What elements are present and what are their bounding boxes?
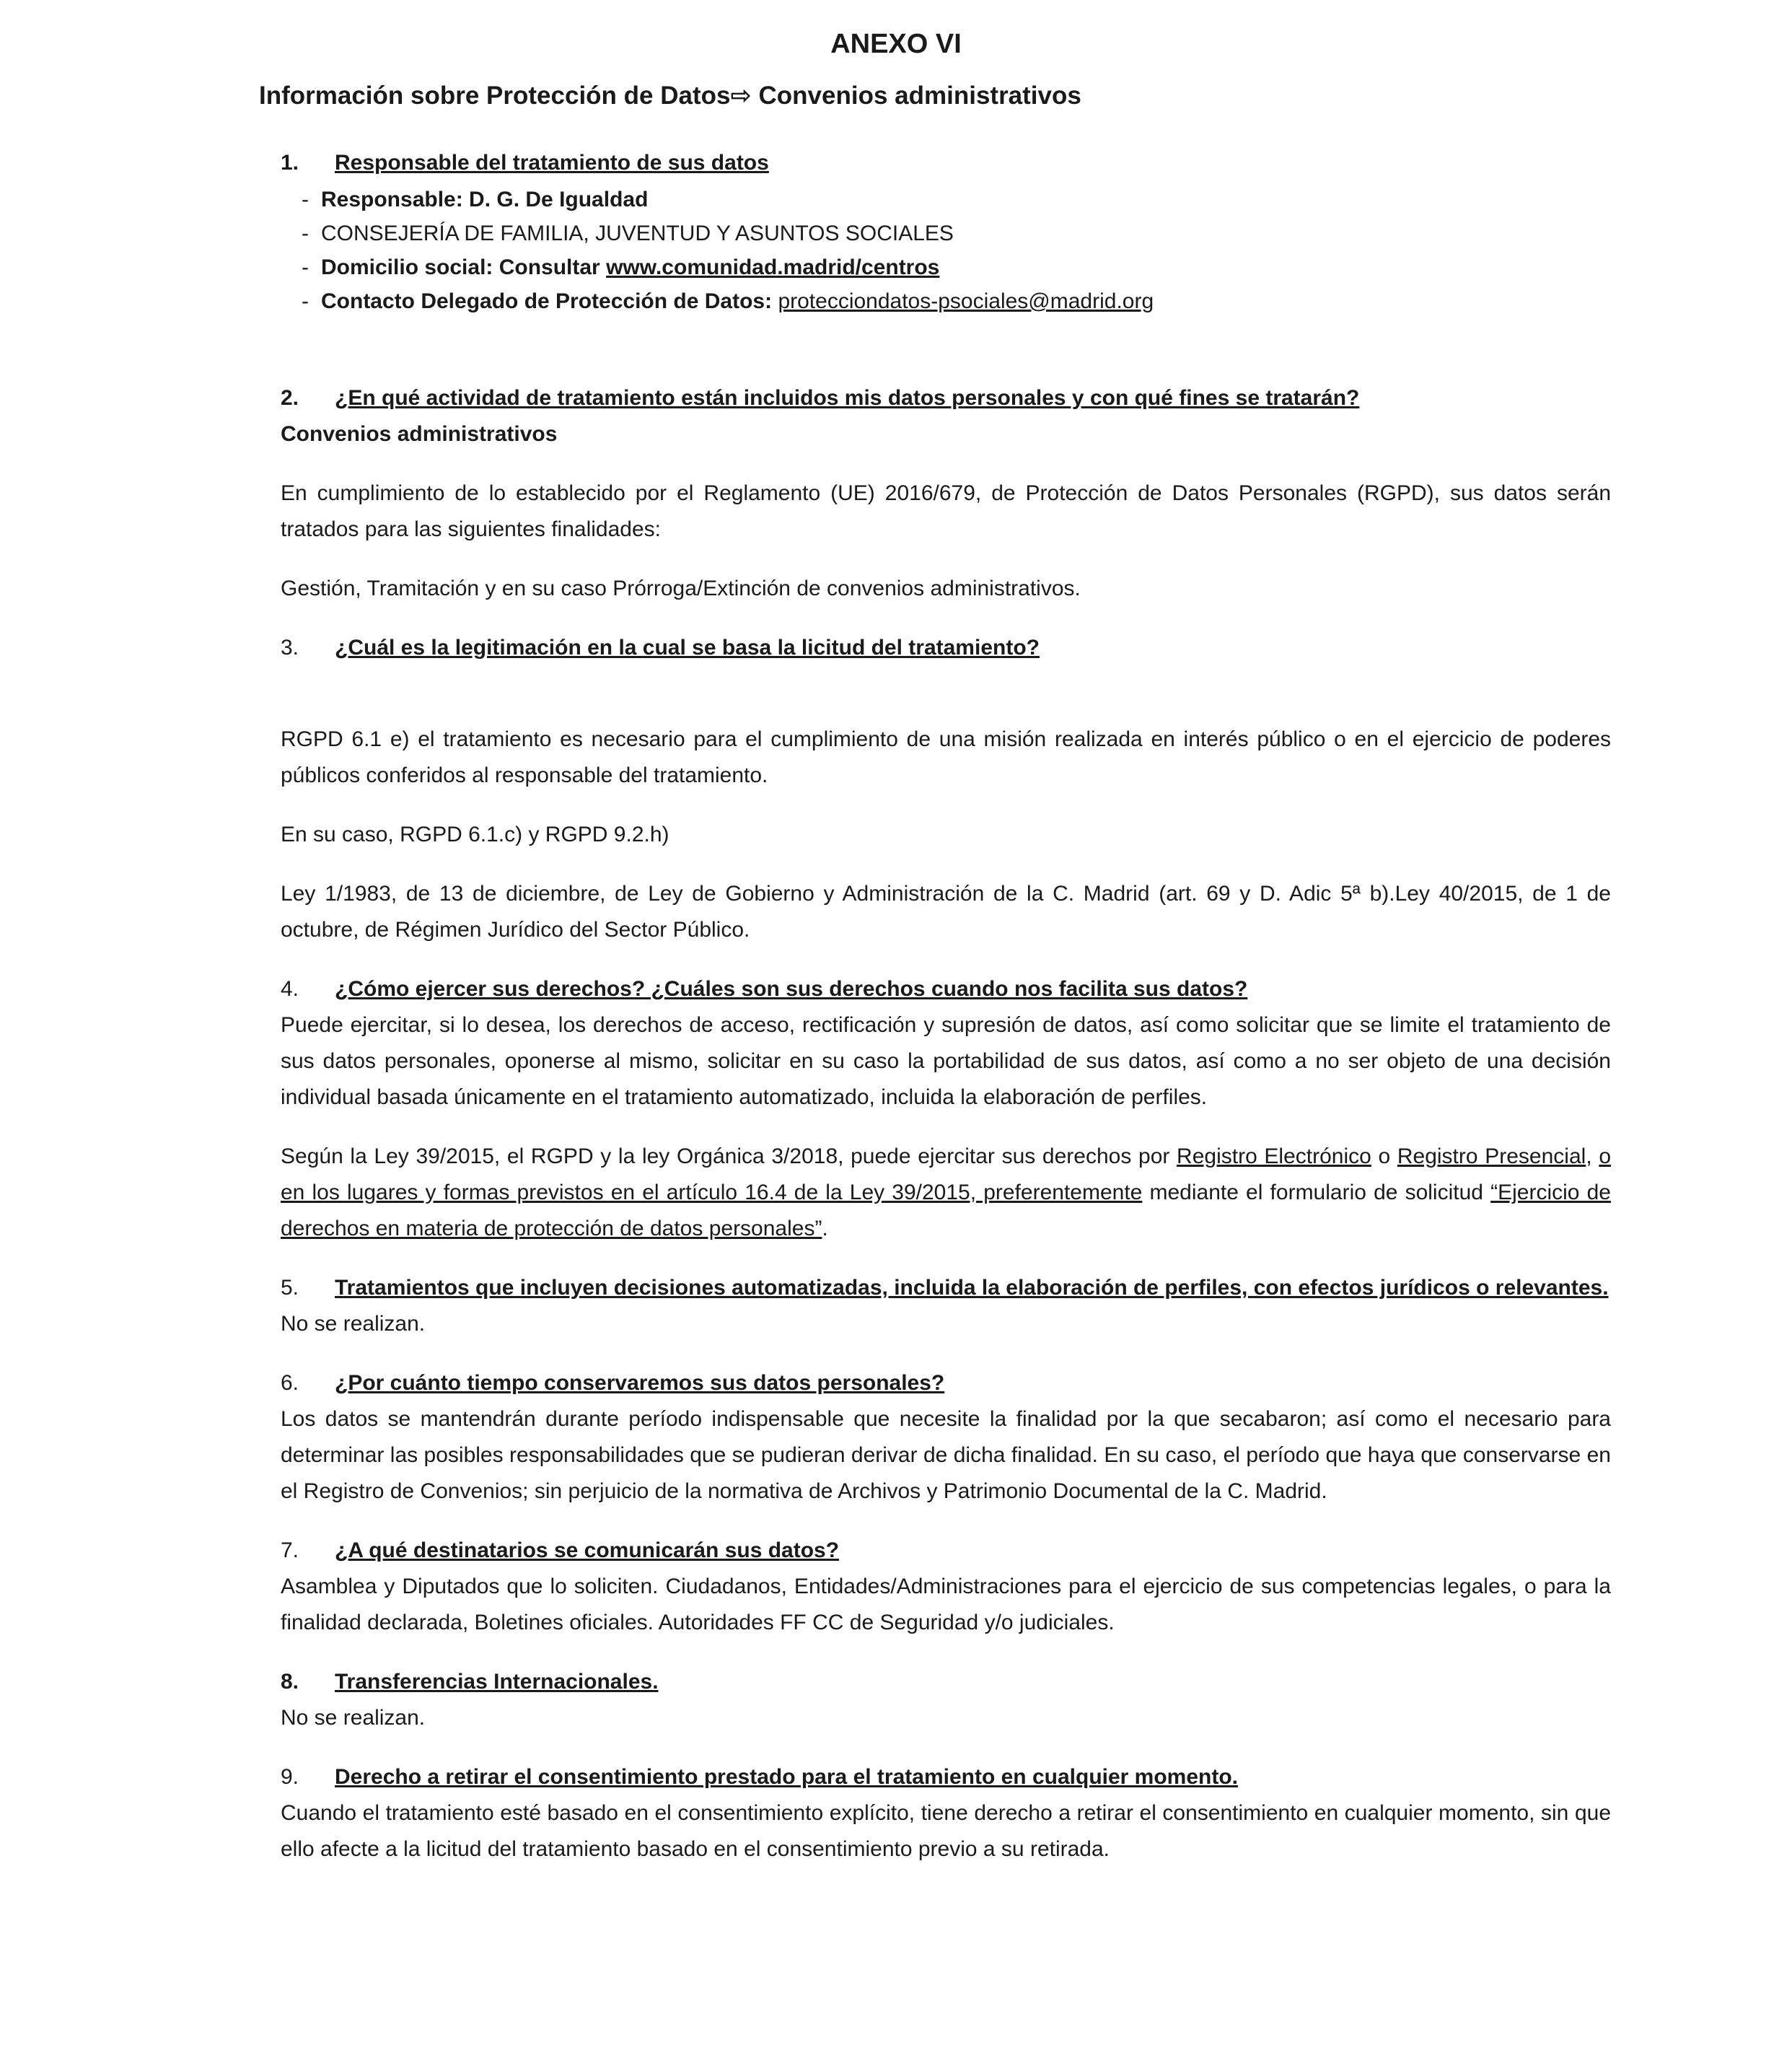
section-2-number: 2. (281, 386, 299, 410)
bullet-dash: - (302, 222, 309, 245)
section-4-number: 4. (281, 977, 299, 1001)
section-9-heading-row (281, 1759, 1611, 1795)
text-segment: Según la Ley 39/2015, el RGPD y la ley Orgánica 3/2018, puede ejercitar sus derechos por (281, 1144, 1177, 1168)
bullet-dash: - (302, 255, 309, 279)
section-4-paragraph-2 (281, 1139, 1611, 1247)
section-3-paragraph-1: RGPD 6.1 e) el tratamiento es necesario para el cumplimiento de una misión realizada en interés público o en el ejercicio de poderes públicos conferidos al responsable del tratamiento. (281, 727, 1611, 787)
section-2-heading-row (281, 380, 1611, 416)
section-3-heading-row (281, 630, 1611, 666)
text-segment: , (1586, 1144, 1599, 1168)
section-9-number: 9. (281, 1765, 299, 1789)
section-3-heading: ¿Cuál es la legitimación en la cual se basa la licitud del tratamiento? (335, 636, 1040, 660)
centros-link[interactable]: www.comunidad.madrid/centros (606, 255, 940, 279)
section-8-heading: Transferencias Internacionales. (335, 1670, 659, 1694)
page-title: ANEXO VI (830, 29, 962, 59)
section-3-paragraph-2: En su caso, RGPD 6.1.c) y RGPD 9.2.h) (281, 823, 669, 846)
section-2-subheading: Convenios administrativos (281, 422, 558, 446)
list-item-domicilio (281, 250, 1611, 284)
document-body (0, 80, 1792, 1867)
dpo-email-link[interactable]: protecciondatos-psociales@madrid.org (778, 289, 1154, 313)
section-8-number: 8. (281, 1670, 299, 1694)
domicilio-label: Domicilio social: Consultar (321, 255, 607, 279)
section-7-paragraph-1: Asamblea y Diputados que lo soliciten. Ciudadanos, Entidades/Administraciones para el ejercicio de sus competencias legales, o para la finalidad declarada, Boletines oficiales. Autoridades FF CC de Seguridad y/o judiciales. (281, 1575, 1611, 1634)
section-7-heading: ¿A qué destinatarios se comunicarán sus datos? (335, 1538, 840, 1562)
section-7-heading-row (281, 1533, 1611, 1569)
section-1-number: 1. (281, 151, 299, 175)
section-1-heading-row (281, 145, 1611, 181)
section-2-paragraph-2: Gestión, Tramitación y en su caso Prórroga/Extinción de convenios administrativos. (281, 577, 1081, 600)
consejeria-text: CONSEJERÍA DE FAMILIA, JUVENTUD Y ASUNTOS SOCIALES (321, 222, 954, 245)
list-item-responsable (281, 183, 1611, 216)
section-7-number: 7. (281, 1538, 299, 1562)
section-6-paragraph-1: Los datos se mantendrán durante período indispensable que necesite la finalidad por la que secabaron; así como el necesario para determinar las posibles responsabilidades que se pudieran derivar de dicha finalidad. En su caso, el período que haya que conservarse en el Registro de Convenios; sin perjuicio de la normativa de Archivos y Patrimonio Documental de la C. Madrid. (281, 1407, 1611, 1503)
dpo-label: Contacto Delegado de Protección de Datos: (321, 289, 778, 313)
registro-presencial-link[interactable]: Registro Presencial (1397, 1144, 1586, 1168)
registro-electronico-link[interactable]: Registro Electrónico (1177, 1144, 1371, 1168)
section-6-heading: ¿Por cuánto tiempo conservaremos sus datos personales? (335, 1371, 945, 1395)
section-9-heading: Derecho a retirar el consentimiento prestado para el tratamiento en cualquier momento. (335, 1765, 1239, 1789)
section-5-paragraph-1: No se realizan. (281, 1312, 426, 1336)
section-5-heading: Tratamientos que incluyen decisiones automatizadas, incluida la elaboración de perfiles, con efectos jurídicos o relevantes. (335, 1276, 1609, 1300)
section-8-paragraph-1: No se realizan. (281, 1706, 426, 1730)
text-segment: o (1371, 1144, 1397, 1168)
section-3-paragraph-3: Ley 1/1983, de 13 de diciembre, de Ley de Gobierno y Administración de la C. Madrid (art. 69 y D. Adic 5ª b).Ley 40/2015, de 1 de octubre, de Régimen Jurídico del Sector Público. (281, 882, 1611, 942)
section-2-paragraph-1: En cumplimiento de lo establecido por el Reglamento (UE) 2016/679, de Protección de Datos Personales (RGPD), sus datos serán tratados para las siguientes finalidades: (281, 481, 1611, 541)
articulo-164-underlined-text: o en los lugares y formas previstos en el artículo 16.4 de la Ley 39/2015, preferentemente (281, 1144, 1612, 1204)
section-4-heading: ¿Cómo ejercer sus derechos? ¿Cuáles son sus derechos cuando nos facilita sus datos? (335, 977, 1248, 1001)
section-3-number: 3. (281, 636, 299, 660)
responsable-text: Responsable: D. G. De Igualdad (321, 188, 649, 211)
section-4-paragraph-1: Puede ejercitar, si lo desea, los derechos de acceso, rectificación y supresión de datos, así como solicitar que se limite el tratamiento de sus datos personales, oponerse al mismo, solicitar en su caso la portabilidad de sus datos, así como a no ser objeto de una decisión individual basada únicamente en el tratamiento automatizado, incluida la elaboración de perfiles. (281, 1013, 1611, 1109)
section-1-list (281, 183, 1611, 318)
domicilio-text (321, 250, 939, 284)
dpo-text (321, 284, 1154, 318)
bullet-dash: - (302, 289, 309, 313)
section-5-heading-row (281, 1270, 1611, 1306)
section-6-heading-row (281, 1365, 1611, 1401)
document-subtitle: Información sobre Protección de Datos⇨ Convenios administrativos (259, 82, 1081, 110)
text-segment: . (822, 1217, 828, 1240)
bullet-dash: - (302, 188, 309, 211)
list-item-dpo (281, 284, 1611, 318)
section-6-number: 6. (281, 1371, 299, 1395)
section-9-paragraph-1: Cuando el tratamiento esté basado en el consentimiento explícito, tiene derecho a retirar el consentimiento en cualquier momento, sin que ello afecte a la licitud del tratamiento basado en el consentimiento previo a su retirada. (281, 1801, 1611, 1861)
text-segment: mediante el formulario de solicitud (1142, 1181, 1491, 1204)
section-1-heading: Responsable del tratamiento de sus datos (335, 151, 769, 175)
section-5-number: 5. (281, 1276, 299, 1300)
section-4-heading-row (281, 971, 1611, 1007)
section-8-heading-row (281, 1664, 1611, 1700)
list-item-consejeria (281, 216, 1611, 250)
section-2-heading: ¿En qué actividad de tratamiento están incluidos mis datos personales y con qué fines se tratarán? (335, 386, 1360, 410)
formulario-derechos-link[interactable]: “Ejercicio de derechos en materia de protección de datos personales” (281, 1181, 1611, 1240)
